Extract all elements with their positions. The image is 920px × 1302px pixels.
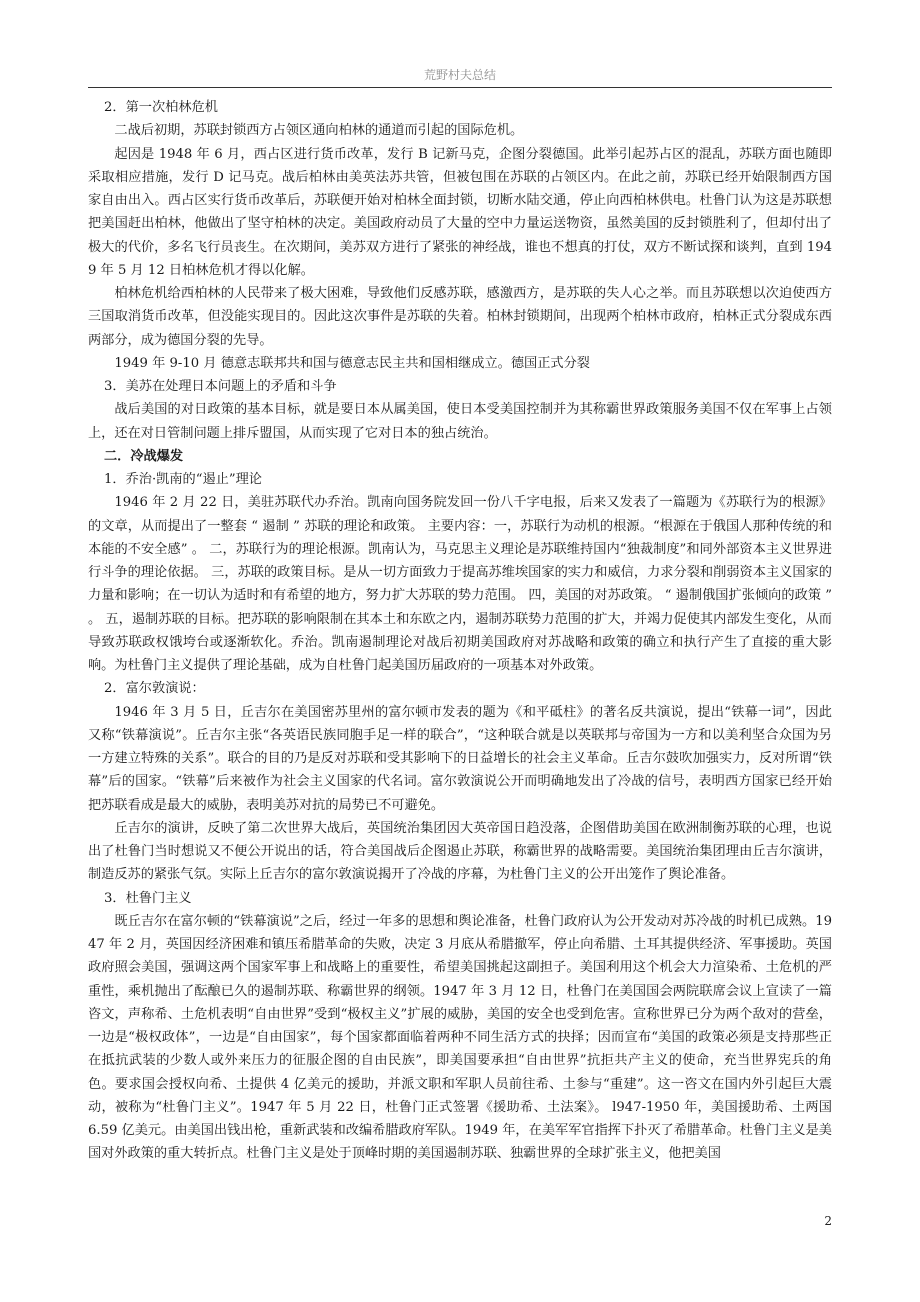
section-heading-japan-issue: 3．美苏在处理日本问题上的矛盾和斗争: [104, 379, 337, 394]
paragraph: 既丘吉尔在富尔顿的“铁幕演说”之后，经过一年多的思想和舆论准备，杜鲁门政府认为公开发动对苏冷战的时机已成熟。1947 年 2 月，英国因经济困难和镇压希腊革命的失败，决定 3 月底从希腊撤军，停止向希腊、土耳其提供经济、军事援助。英国政府照会美国，强调这两个国家军事上和战略上的重要性，希望美国挑起这副担子。美国利用这个机会大力渲染希、土危机的严重性，乘机抛出了酝酿已久的遏制苏联、称霸世界的纲领。1947 年 3 月 12 日，杜鲁门在美国国会两院联席会议上宣读了一篇咨文，声称希、土危机表明“自由世界”受到“极权主义”扩展的威胁，美国的安全也受到危害。宣称世界已分为两个敌对的营垒，一边是“极权政体”，一边是“自由国家”，每个国家都面临着两种不同生活方式的抉择；因而宣布“美国的政策必须是支持那些正在抵抗武装的少数人或外来压力的征服企图的自由民族”，即美国要承担“自由世界”抗拒共产主义的使命，充当世界宪兵的角色。要求国会授权向希、土提供 4 亿美元的援助，并派文职和军职人员前往希、土参与“重建”。这一咨文在国内外引起巨大震动，被称为“杜鲁门主义”。1947 年 5 月 22 日，杜鲁门正式签署《援助希、土法案》。 l947-1950 年，美国援助希、土两国 6.59 亿美元。由美国出钱出枪，重新武装和改编希腊政府军队。1949 年，在美军军官指挥下扑灭了希腊革命。杜鲁门主义是美国对外政策的重大转折点。杜鲁门主义是处于顶峰时期的美国遏制苏联、独霸世界的全球扩张主义，他把美国: [88, 913, 832, 1162]
paragraph: 丘吉尔的演讲，反映了第二次世界大战后，英国统治集团因大英帝国日趋没落，企图借助美国在欧洲制衡苏联的心理，也说出了杜鲁门当时想说又不便公开说出的话，符合美国战后企图遏止苏联，称霸世界的战略需要。美国统治集团理由丘吉尔演讲，制造反苏的紧张气氛。实际上丘吉尔的富尔敦演说揭开了冷战的序幕，为杜鲁门主义的公开出笼作了舆论准备。: [88, 820, 832, 883]
paragraph: 1946 年 3 月 5 日，丘吉尔在美国密苏里州的富尔顿市发表的题为《和平砥柱》的著名反共演说，提出“铁幕一词”，因此又称“铁幕演说”。丘吉尔主张“各英语民族同胞手足一样的联合”，“这种联合就是以英联邦与帝国为一方和以美利坚合众国为另一方建立特殊的关系”。联合的目的乃是反对苏联和受其影响下的日益增长的社会主义革命。丘吉尔鼓吹加强实力，反对所谓“铁幕”后的国家。“铁幕”后来被作为社会主义国家的代名词。富尔敦演说公开而明确地发出了冷战的信号，表明西方国家已经开始把苏联看成是最大的威胁，表明美苏对抗的局势已不可避免。: [88, 704, 832, 813]
paragraph: 二战后初期，苏联封锁西方占领区通向柏林的通道而引起的国际危机。: [114, 123, 524, 139]
document-body: [88, 96, 832, 1166]
section-heading-berlin-crisis: 2．第一次柏林危机: [104, 100, 218, 115]
page-number: 2: [824, 1214, 832, 1228]
section-heading-kennan: 1．乔治·凯南的“遏止”理论: [104, 472, 262, 487]
paragraph: 1949 年 9-10 月 德意志联邦共和国与德意志民主共和国相继成立。德国正式分裂: [114, 355, 590, 371]
paragraph: 起因是 1948 年 6 月，西占区进行货币改革，发行 B 记新马克，企图分裂德国。此举引起苏占区的混乱，苏联方面也随即采取相应措施，发行 D 记马克。战后柏林由美英法苏共管，但被包围在苏联的占领区内。在此之前，苏联已经开始限制西方国家自由出入。西占区实行货币改革后，苏联便开始对柏林全面封锁，切断水陆交通，停止向西柏林供电。杜鲁门认为这是苏联想把美国赶出柏林，他做出了坚守柏林的决定。美国政府动员了大量的空中力量运送物资，虽然美国的反封锁胜利了，但却付出了极大的代价，多名飞行员丧生。在次期间，美苏双方进行了紧张的神经战，谁也不想真的打仗，双方不断试探和谈判，直到 1949 年 5 月 12 日柏林危机才得以化解。: [88, 146, 832, 278]
header-rule: [88, 87, 832, 88]
paragraph: 柏林危机给西柏林的人民带来了极大困难，导致他们反感苏联，感激西方，是苏联的失人心之举。而且苏联想以次迫使西方三国取消货币改革，但没能实现目的。因此这次事件是苏联的失着。柏林封锁期间，出现两个柏林市政府，柏林正式分裂成东西两部分，成为德国分裂的先导。: [88, 286, 832, 348]
section-heading-fulton-speech: 2．富尔敦演说：: [104, 681, 205, 697]
chapter-heading-cold-war: 二．冷战爆发: [104, 448, 184, 464]
paragraph: 战后美国的对日政策的基本目标，就是要日本从属美国，使日本受美国控制并为其称霸世界政策服务美国不仅在军事上占领上，还在对日管制问题上排斥盟国，从而实现了它对日本的独占统治。: [88, 402, 832, 441]
section-heading-truman-doctrine: 3．杜鲁门主义: [104, 890, 192, 906]
paragraph: 1946 年 2 月 22 日，美驻苏联代办乔治。凯南向国务院发回一份八千字电报，后来又发表了一篇题为《苏联行为的根源》的文章，从而提出了一整套 “ 遏制 ” 苏联的理论和政策。 主要内容：一，苏联行为动机的根源。“根源在于俄国人那种传统的和本能的不安全感” 。 二，苏联行为的理论根源。凯南认为，马克思主义理论是苏联维持国内“独裁制度”和同外部资本主义世界进行斗争的理论依据。 三，苏联的政策目标。是从一切方面致力于提高苏维埃国家的实力和威信，力求分裂和削弱资本主义国家的力量和影响；在一切认为适时和有希望的地方，努力扩大苏联的势力范围。 四，美国的对苏政策。 “ 遏制俄国扩张倾向的政策 ” 。 五，遏制苏联的目标。把苏联的影响限制在其本土和东欧之内，遏制苏联势力范围的扩大，并竭力促使其内部发生变化，从而导致苏联政权饿垮台或逐渐软化。乔治。凯南遏制理论对战后初期美国政府对苏战略和政策的确立和执行产生了直接的重大影响。为杜鲁门主义提供了理论基础，成为自杜鲁门起美国历届政府的一项基本对外政策。: [88, 495, 832, 673]
page-header: 荒野村夫总结: [423, 68, 496, 82]
